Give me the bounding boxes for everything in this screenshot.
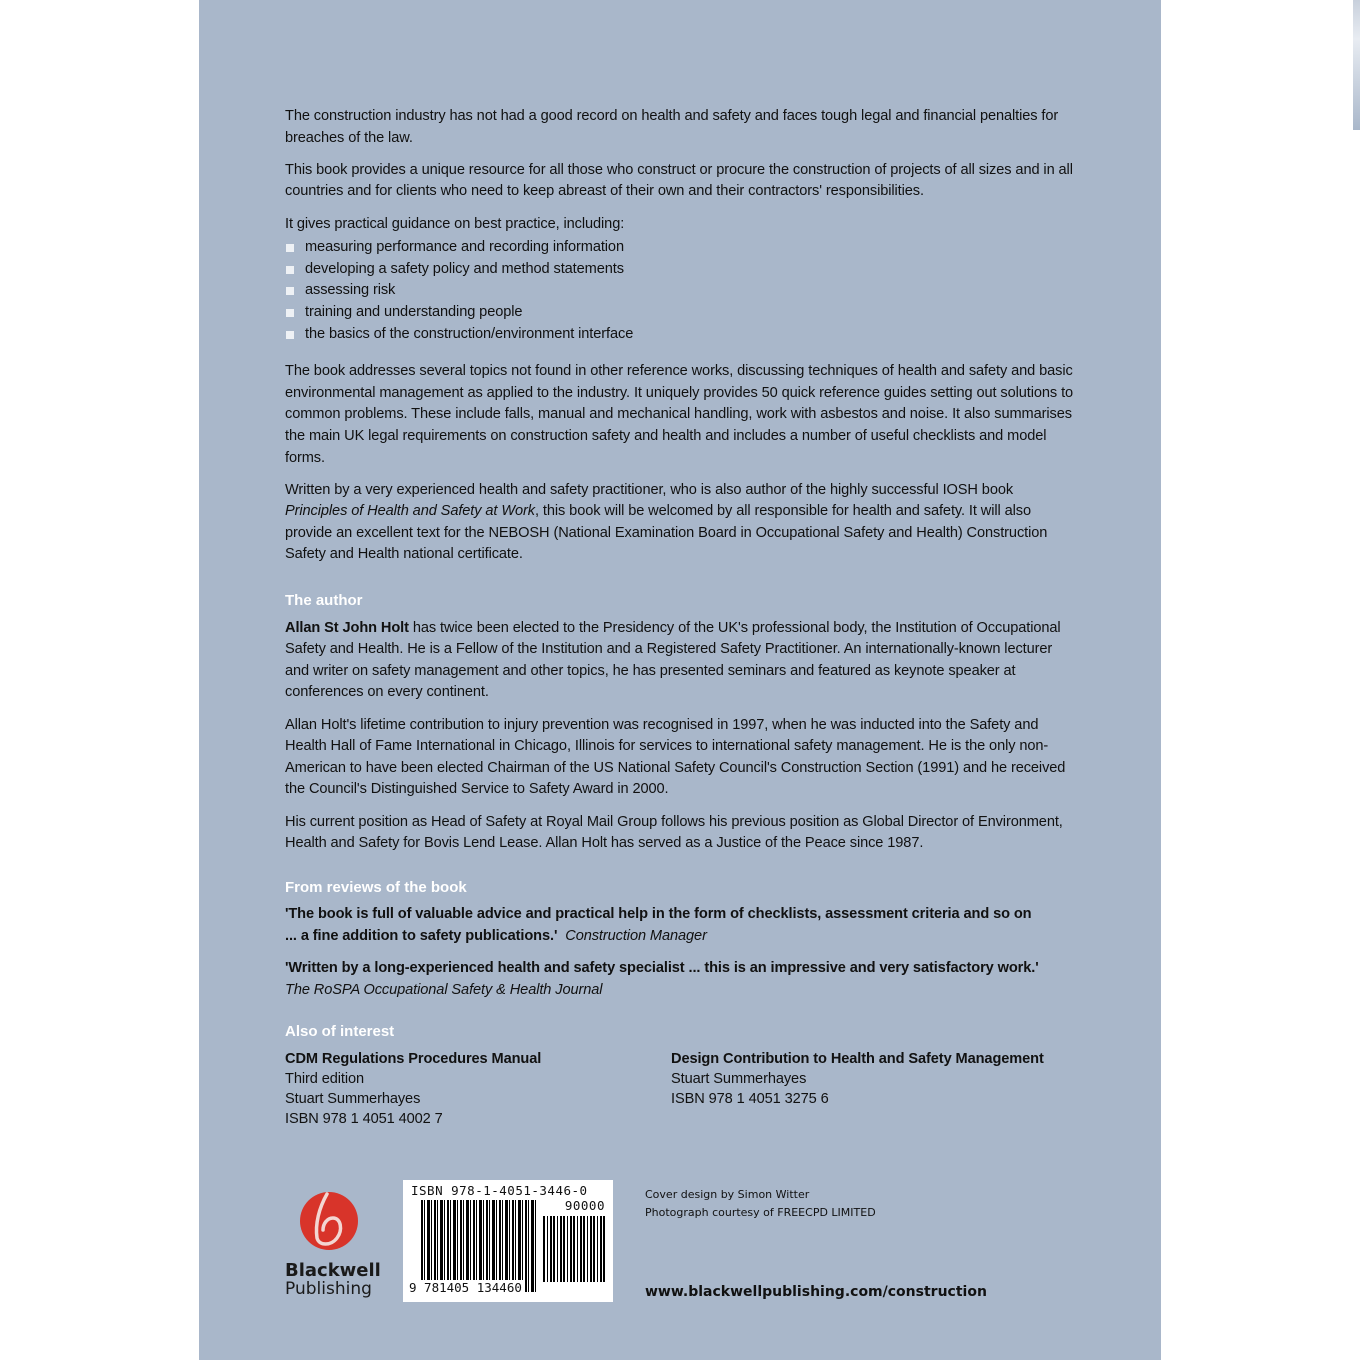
list-item: developing a safety policy and method statements	[285, 259, 1075, 281]
bullet-square-icon	[286, 331, 294, 339]
author-name: Allan St John Holt	[285, 619, 409, 636]
cover-credits	[645, 1186, 876, 1222]
blurb-paragraph-2: This book provides a unique resource for all those who construct or procure the construction of projects of all sizes and in all countries and for clients who need to keep abreast of their own and their contractors' responsibilities.	[285, 161, 1073, 200]
list-item: measuring performance and recording information	[285, 237, 1075, 259]
guidance-list	[285, 237, 1075, 345]
related-book-isbn: ISBN 978 1 4051 4002 7	[285, 1110, 443, 1127]
blurb-paragraph-5: Written by a very experienced health and safety practitioner, who is also author of the highly successful IOSH book Principles of Health and Safety at Work, this book will be welcomed by all responsible for health and safety. It will also provide an excellent text for the NEBOSH (National Examination Board in Occupational Safety and Health) Construction Safety and Health national certificate.	[285, 481, 1048, 563]
review-source: Construction Manager	[565, 927, 707, 944]
publisher-name: Blackwell	[285, 1260, 381, 1281]
barcode-bars	[421, 1200, 537, 1292]
isbn-barcode	[403, 1180, 613, 1302]
review-1: 'The book is full of valuable advice and practical help in the form of checklists, assessment criteria and so on ... a fine addition to safety publications.' Construction Manager	[285, 906, 1032, 944]
publisher-website: www.blackwellpublishing.com/construction	[645, 1284, 987, 1300]
blurb-paragraph-1: The construction industry has not had a good record on health and safety and faces tough legal and financial penalties for breaches of the law.	[285, 108, 1059, 146]
related-book-isbn: ISBN 978 1 4051 3275 6	[671, 1090, 829, 1107]
list-item: training and understanding people	[285, 302, 1075, 324]
review-source: The RoSPA Occupational Safety & Health Journal	[285, 981, 603, 998]
cover-footer	[199, 1180, 1161, 1310]
author-paragraph-3: His current position as Head of Safety at Royal Mail Group follows his previous position as Global Director of Environment, Health and Safety for Bovis Lend Lease. Allan Holt has served as a Justice of the Peace since 1987.	[285, 813, 1063, 852]
blurb-paragraph-3: It gives practical guidance on best practice, including:	[285, 215, 625, 232]
also-of-interest-heading: Also of interest	[285, 1023, 395, 1041]
related-books	[285, 1049, 1075, 1129]
barcode-price: 90000	[564, 1198, 605, 1213]
bullet-square-icon	[286, 287, 294, 295]
related-book-author: Stuart Summerhayes	[671, 1070, 807, 1087]
bullet-square-icon	[286, 309, 294, 317]
blurb-paragraph-4: The book addresses several topics not found in other reference works, discussing techniques of health and safety and basic environmental management as applied to the industry. It uniquely provides 50 quick reference guides setting out solutions to common problems. These include falls, manual and mechanical handling, work with asbestos and noise. It also summarises the main UK legal requirements on construction safety and health and includes a number of useful checklists and model forms.	[285, 363, 1074, 466]
reviews-heading: From reviews of the book	[285, 878, 467, 896]
barcode-digits: 9 781405 134460	[409, 1280, 522, 1295]
review-2: 'Written by a long-experienced health and safety specialist ... this is an impressive and very satisfactory work.' The RoSPA Occupational Safety & Health Journal	[285, 960, 1039, 998]
author-heading: The author	[285, 592, 363, 610]
list-item: assessing risk	[285, 280, 1075, 302]
price-barcode-bars	[543, 1216, 605, 1282]
bullet-square-icon	[286, 266, 294, 274]
related-book-title: CDM Regulations Procedures Manual	[285, 1050, 542, 1067]
author-paragraph-1: Allan St John Holt has twice been elected to the Presidency of the UK's professional body, the Institution of Occupational Safety and Health. He is a Fellow of the Institution and a Registered Safety Practitioner. An internationally-known lecturer and writer on safety management and other topics, he has presented seminars and featured as keynote speaker at conferences on every continent.	[285, 619, 1061, 701]
related-book-title: Design Contribution to Health and Safety Management	[671, 1050, 1044, 1067]
barcode-isbn: ISBN 978-1-4051-3446-0	[411, 1183, 588, 1198]
author-paragraph-2: Allan Holt's lifetime contribution to injury prevention was recognised in 1997, when he was inducted into the Safety and Health Hall of Fame International in Chicago, Illinois for services to international safety management. He is the only non-American to have been elected Chairman of the US National Safety Council's Construction Section (1991) and he received the Council's Distinguished Service to Safety Award in 2000.	[285, 716, 1066, 798]
related-book-author: Stuart Summerhayes	[285, 1090, 421, 1107]
list-item: the basics of the construction/environment interface	[285, 324, 1075, 346]
back-cover	[199, 0, 1161, 1360]
cover-edge	[1353, 0, 1360, 130]
photo-credit: Photograph courtesy of FREECPD LIMITED	[645, 1206, 876, 1219]
blackwell-b-icon	[297, 1188, 361, 1252]
related-book-edition: Third edition	[285, 1070, 365, 1087]
cover-design-credit: Cover design by Simon Witter	[645, 1188, 810, 1201]
bullet-square-icon	[286, 244, 294, 252]
related-book	[671, 1049, 1057, 1129]
cover-text	[285, 106, 1075, 1129]
publisher-name-line2: Publishing	[285, 1279, 372, 1299]
book-title-reference: Principles of Health and Safety at Work	[285, 503, 535, 520]
related-book	[285, 1049, 671, 1129]
publisher-logo	[285, 1188, 381, 1299]
